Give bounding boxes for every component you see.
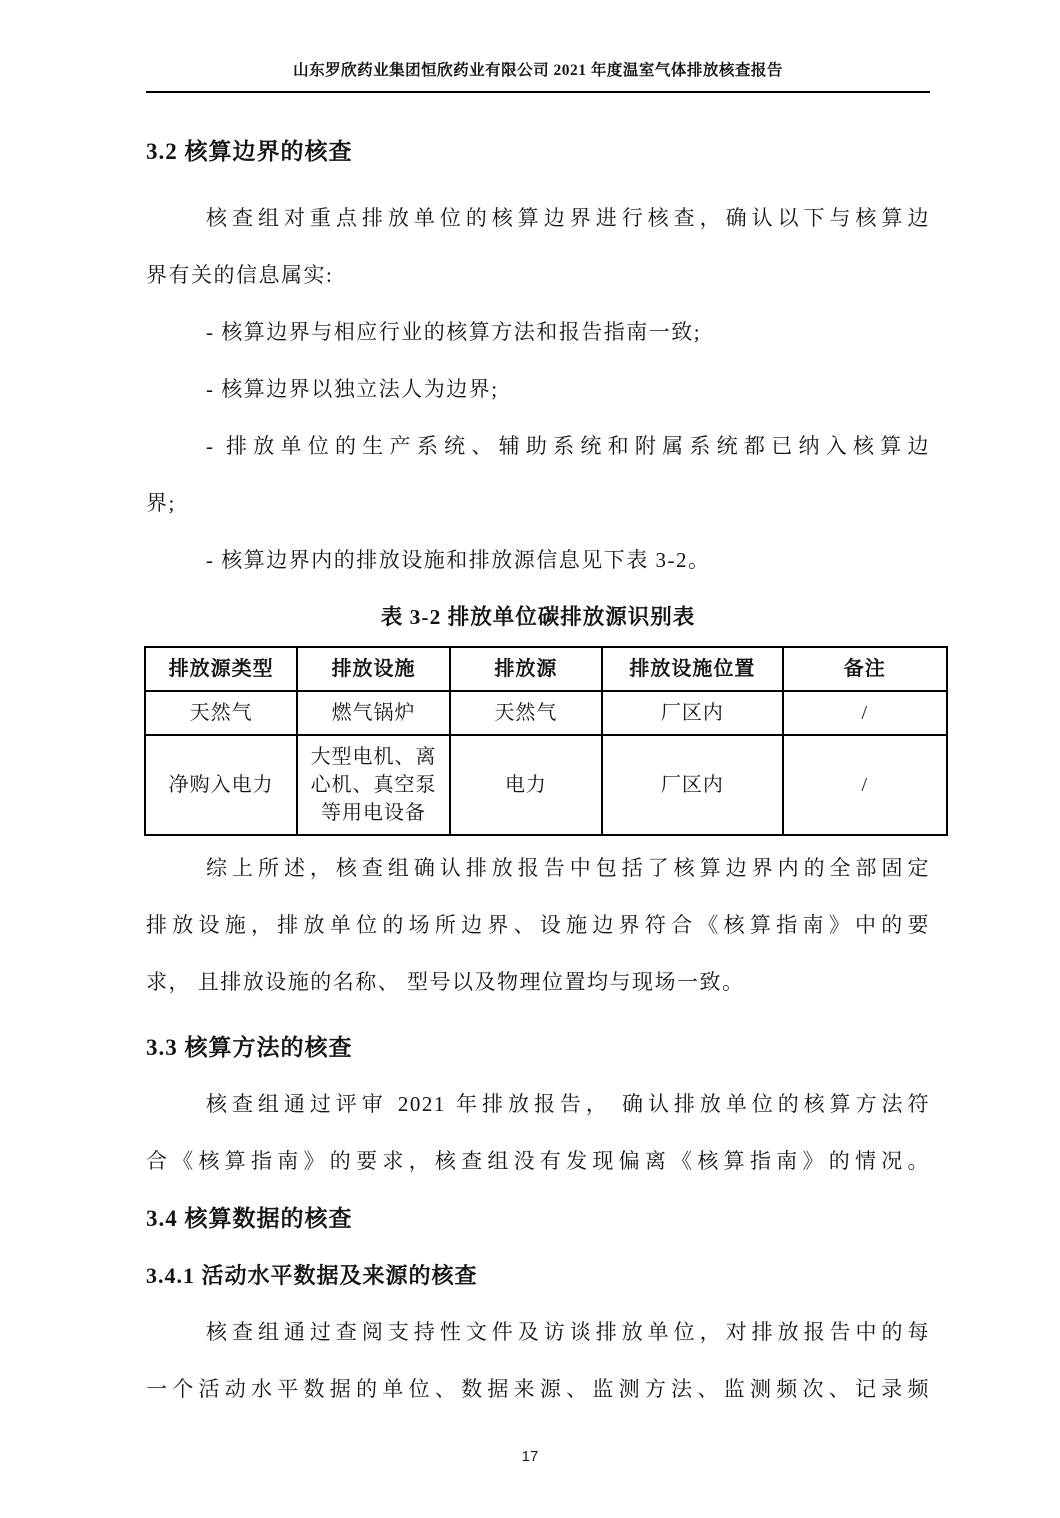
text-line: 一个活动水平数据的单位、数据来源、监测方法、监测频次、记录频 [146,1377,930,1401]
cell-remark: / [783,691,947,735]
paragraph-summary [146,840,930,1011]
text-line: 求， 且排放设施的名称、 型号以及物理位置均与现场一致。 [146,970,745,994]
section-heading-3-3: 3.3 核算方法的核查 [146,1035,353,1060]
section-heading-3-4: 3.4 核算数据的核查 [146,1206,353,1231]
bullet-line-3-continuation: 界; [146,491,176,515]
running-header-title: 山东罗欣药业集团恒欣药业有限公司 2021 年度温室气体排放核查报告 [293,62,783,79]
cell-source: 天然气 [450,691,602,735]
paragraph-activity-data [146,1304,930,1418]
cell-location: 厂区内 [602,735,782,835]
cell-source: 电力 [450,735,602,835]
table-row [145,735,947,835]
cell-facility: 燃气锅炉 [297,691,449,735]
table-3-2-title: 表 3-2 排放单位碳排放源识别表 [380,605,696,629]
cell-location: 厂区内 [602,691,782,735]
text-line: 核查组对重点排放单位的核算边界进行核查，确认以下与核算边 [206,206,930,230]
table-row [145,691,947,735]
cell-remark: / [783,735,947,835]
text-line: 核查组通过评审 2021 年排放报告， 确认排放单位的核算方法符 [206,1092,930,1116]
column-header-remark: 备注 [783,647,947,691]
text-line: 核查组通过查阅支持性文件及访谈排放单位，对排放报告中的每 [206,1320,930,1344]
text-line: 排放设施，排放单位的场所边界、设施边界符合《核算指南》中的要 [146,913,930,937]
paragraph-accounting-boundary [146,190,930,304]
table-header-row [145,647,947,691]
text-line: 合《核算指南》的要求，核查组没有发现偏离《核算指南》的情况。 [146,1149,930,1173]
cell-source-type: 净购入电力 [145,735,297,835]
column-header-source-type: 排放源类型 [145,647,297,691]
cell-facility: 大型电机、离心机、真空泵等用电设备 [297,735,449,835]
bullet-line-4: - 核算边界内的排放设施和排放源信息见下表 3-2。 [206,548,711,572]
section-heading-3-4-1: 3.4.1 活动水平数据及来源的核查 [146,1263,478,1288]
paragraph-method-verification [146,1076,930,1190]
column-header-source: 排放源 [450,647,602,691]
emission-source-table [144,646,948,836]
bullet-line-1: - 核算边界与相应行业的核算方法和报告指南一致; [206,320,702,344]
section-heading-3-2: 3.2 核算边界的核查 [146,139,353,164]
column-header-facility: 排放设施 [297,647,449,691]
cell-source-type: 天然气 [145,691,297,735]
text-line: 综上所述，核查组确认排放报告中包括了核算边界内的全部固定 [206,856,930,880]
page-number: 17 [521,1448,539,1465]
header-rule [146,91,930,93]
column-header-facility-location: 排放设施位置 [602,647,782,691]
bullet-line-2: - 核算边界以独立法人为边界; [206,377,499,401]
bullet-line-3: - 排放单位的生产系统、辅助系统和附属系统都已纳入核算边 [206,434,930,458]
text-line: 界有关的信息属实: [146,263,334,287]
